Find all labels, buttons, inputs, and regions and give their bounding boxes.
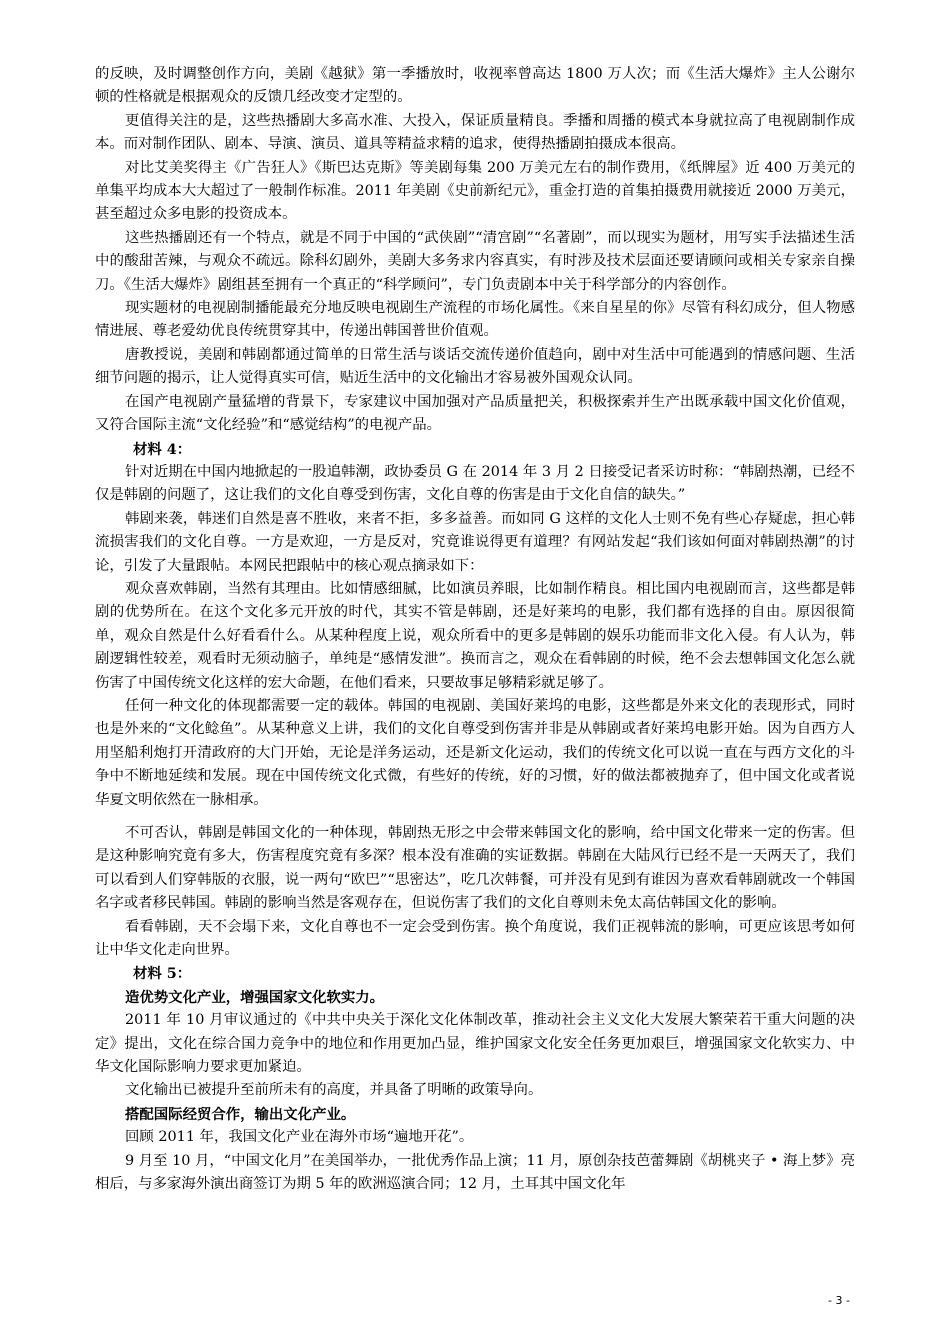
subheading: 搭配国际经贸合作，输出文化产业。 (125, 1105, 356, 1123)
paragraph: 的反映，及时调整创作方向，美剧《越狱》第一季播放时，收视率曾高达 1800 万人次；而《生活大爆炸》主人公谢尔顿的性格就是根据观众的反馈几经改变才定型的。 (95, 66, 855, 106)
paragraph: 文化输出已被提升至前所未有的高度，并具备了明晰的政策导向。 (125, 1082, 543, 1099)
page-number: - 3 - (828, 1294, 850, 1307)
paragraph: 这些热播剧还有一个特点，就是不同于中国的“武侠剧”“清宫剧”“名著剧”，而以现实为题材，用写实手法描述生活中的酸甜苦辣，与观众不疏远。除科幻剧外，美剧大多务求内容真实，有时涉及技术层面还要请顾问或相关专家亲自操刀。《生活大爆炸》剧组甚至拥有一个真正的“科学顾问”，专门负责剧本中关于科学部分的内容创作。 (95, 229, 855, 293)
section-heading: 材料 5： (133, 965, 192, 983)
paragraph: 观众喜欢韩剧，当然有其理由。比如情感细腻，比如演员养眼，比如制作精良。相比国内电视剧而言，这些都是韩剧的优势所在。在这个文化多元开放的时代，其实不管是韩剧，还是好莱坞的电影，我们都有选择的自由。原因很简单，观众自然是什么好看看什么。从某种程度上说，观众所看中的更多是韩剧的娱乐功能而非文化入侵。有人认为，韩剧逻辑性较差，观看时无须动脑子，单纯是“感情发泄”。换而言之，观众在看韩剧的时候，绝不会去想韩国文化怎么就伤害了中国传统文化这样的宏大命题，在他们看来，只要故事足够精彩就足够了。 (95, 580, 855, 691)
section-heading: 材料 4： (133, 440, 192, 458)
paragraph: 看看韩剧，天不会塌下来，文化自尊也不一定会受到伤害。换个角度说，我们正视韩流的影响，可更应该思考如何让中华文化走向世界。 (95, 918, 855, 959)
paragraph: 2011 年 10 月审议通过的《中共中央关于深化文化体制改革，推动社会主义文化大发展大繁荣若干重大问题的决定》提出，文化在综合国力竞争中的地位和作用更加凸显，维护国家文化安全任务更加艰巨，增强国家文化软实力、中华文化国际影响力要求更加紧迫。 (95, 1012, 855, 1076)
paragraph: 针对近期在中国内地掀起的一股追韩潮，政协委员 G 在 2014 年 3 月 2 日接受记者采访时称：“韩剧热潮，已经不仅是韩剧的问题了，这让我们的文化自尊受到伤害，文化自尊的伤害是由于文化自信的缺失。” (95, 463, 855, 504)
paragraph: 韩剧来袭，韩迷们自然是喜不胜收，来者不拒，多多益善。而如同 G 这样的文化人士则不免有些心存疑虑，担心韩流损害我们的文化自尊。一方是欢迎，一方是反对，究竟谁说得更有道理？有网站发起“我们该如何面对韩剧热潮”的讨论，引发了大量跟帖。本网民把跟帖中的核心观点摘录如下： (95, 510, 855, 574)
paragraph: 更值得关注的是，这些热播剧大多高水准、大投入，保证质量精良。季播和周播的模式本身就拉高了电视剧制作成本。而对制作团队、剧本、导演、演员、道具等精益求精的追求，使得热播剧拍摄成本很高。 (95, 112, 855, 153)
paragraph: 对比艾美奖得主《广告狂人》《斯巴达克斯》等美剧每集 200 万美元左右的制作费用，《纸牌屋》近 400 万美元的单集平均成本大大超过了一般制作标准。2011 年美剧《史前新纪元》，重金打造的首集拍摄费用就接近 2000 万美元，甚至超过众多电影的投资成本。 (95, 159, 855, 223)
document-body (95, 63, 855, 1197)
paragraph-gap (95, 812, 855, 822)
paragraph: 不可否认，韩剧是韩国文化的一种体现，韩剧热无形之中会带来韩国文化的影响，给中国文化带来一定的伤害。但是这种影响究竟有多大，伤害程度究竟有多深？根本没有准确的实证数据。韩剧在大陆风行已经不是一天两天了，我们可以看到人们穿韩版的衣服，说一两句“欧巴”“思密达”，吃几次韩餐，可并没有见到有谁因为喜欢看韩剧就改一个韩国名字或者移民韩国。韩剧的影响当然是客观存在，但说伤害了我们的文化自尊则未免太高估韩国文化的影响。 (95, 825, 855, 912)
paragraph: 在国产电视剧产量猛增的背景下，专家建议中国加强对产品质量把关，积极探索并生产出既承载中国文化价值观，又符合国际主流“文化经验”和“感觉结构”的电视产品。 (95, 393, 855, 434)
paragraph: 回顾 2011 年，我国文化产业在海外市场“遍地开花”。 (125, 1129, 474, 1146)
paragraph: 唐教授说，美剧和韩剧都通过简单的日常生活与谈话交流传递价值趋向，剧中对生活中可能遇到的情感问题、生活细节问题的揭示，让人觉得真实可信，贴近生活中的文化输出才容易被外国观众认同。 (95, 346, 855, 387)
paragraph: 任何一种文化的体现都需要一定的载体。韩国的电视剧、美国好莱坞的电影，这些都是外来文化的表现形式，同时也是外来的“文化鲶鱼”。从某种意义上讲，我们的文化自尊受到伤害并非是从韩剧或者好莱坞电影开始。因为自西方人用坚船利炮打开清政府的大门开始，无论是洋务运动，还是新文化运动，我们的传统文化可以说一直在与西方文化的斗争中不断地延续和发展。现在中国传统文化式微，有些好的传统，好的习惯，好的做法都被抛弃了，但中国文化或者说华夏文明依然在一脉相承。 (95, 697, 855, 808)
paragraph: 现实题材的电视剧制播能最充分地反映电视剧生产流程的市场化属性。《来自星星的你》尽管有科幻成分，但人物感情进展、尊老爱幼优良传统贯穿其中，传递出韩国普世价值观。 (95, 300, 855, 340)
subheading: 造优势文化产业，增强国家文化软实力。 (125, 988, 385, 1006)
paragraph: 9 月至 10 月，“中国文化月”在美国举办，一批优秀作品上演；11 月，原创杂技芭蕾舞剧《胡桃夹子 • 海上梦》亮相后，与多家海外演出商签订为期 5 年的欧洲巡演合同；12 月，土耳其中国文化年 (95, 1152, 855, 1193)
